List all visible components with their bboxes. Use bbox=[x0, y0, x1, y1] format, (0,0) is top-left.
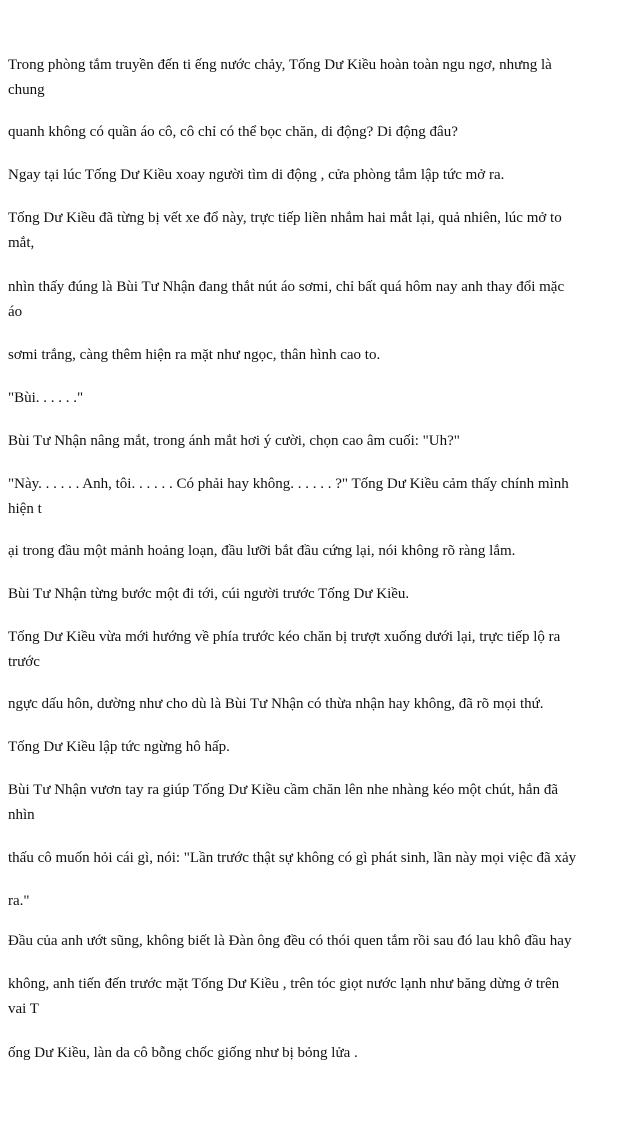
paragraph bbox=[8, 735, 634, 760]
paragraph bbox=[8, 275, 634, 325]
text-line: Trong phòng tắm truyền đến ti ếng nước chảy, Tống Dư Kiều hoàn toàn ngu ngơ, nhưng là bbox=[8, 57, 552, 73]
paragraph bbox=[8, 972, 634, 1022]
text-line: vai T bbox=[8, 1001, 39, 1017]
text-line: Đầu của anh ướt sũng, không biết là Đàn ông đều có thói quen tắm rồi sau đó lau khô đầu hay bbox=[8, 933, 572, 949]
text-line: chung bbox=[8, 82, 45, 98]
text-line: sơmi trắng, càng thêm hiện ra mặt như ngọc, thân hình cao to. bbox=[8, 347, 381, 363]
text-line: Ngay tại lúc Tống Dư Kiều xoay người tìm di động , cửa phòng tắm lập tức mở ra. bbox=[8, 167, 505, 183]
paragraph bbox=[8, 163, 634, 188]
text-line: "Bùi. . . . . ." bbox=[8, 390, 84, 406]
paragraph bbox=[8, 929, 634, 954]
paragraph bbox=[8, 386, 634, 411]
text-line: Tống Dư Kiều đã từng bị vết xe đổ này, trực tiếp liền nhắm hai mắt lại, quả nhiên, lúc mở to bbox=[8, 210, 562, 226]
paragraph bbox=[8, 889, 634, 914]
text-line: hiện t bbox=[8, 501, 42, 517]
text-line: nhìn bbox=[8, 807, 35, 823]
text-line: Bùi Tư Nhận vươn tay ra giúp Tống Dư Kiều cầm chăn lên nhe nhàng kéo một chút, hắn đã bbox=[8, 782, 558, 798]
text-line: ngực dấu hôn, dường như cho dù là Bùi Tư Nhận có thừa nhận hay không, đã rõ mọi thứ. bbox=[8, 696, 544, 712]
paragraph bbox=[8, 343, 634, 368]
text-line: trước bbox=[8, 654, 40, 670]
paragraph bbox=[8, 846, 634, 871]
text-line: ra." bbox=[8, 893, 30, 909]
text-line: quanh không có quần áo cô, cô chỉ có thể bọc chăn, di động? Di động đâu? bbox=[8, 124, 458, 140]
text-line: không, anh tiến đến trước mặt Tống Dư Kiều , trên tóc giọt nước lạnh như băng dừng ở trên bbox=[8, 976, 560, 992]
text-line: "Này. . . . . . Anh, tôi. . . . . . Có phải hay không. . . . . . ?" Tống Dư Kiều cảm thấy chính mình bbox=[8, 476, 569, 492]
text-line: Tống Dư Kiều lập tức ngừng hô hấp. bbox=[8, 739, 230, 755]
paragraph bbox=[8, 53, 634, 103]
text-line: áo bbox=[8, 304, 23, 320]
paragraph bbox=[8, 778, 634, 828]
paragraph bbox=[8, 429, 634, 454]
text-line: thấu cô muốn hỏi cái gì, nói: "Lần trước thật sự không có gì phát sinh, lần này mọi việc đã xảy bbox=[8, 850, 577, 866]
text-line: ống Dư Kiều, làn da cô bỗng chốc giống như bị bỏng lửa . bbox=[8, 1045, 358, 1061]
paragraph bbox=[8, 692, 634, 717]
paragraph bbox=[8, 1041, 634, 1066]
text-line: ại trong đầu một mảnh hoảng loạn, đầu lưỡi bắt đầu cứng lại, nói không rõ ràng lắm. bbox=[8, 543, 516, 559]
paragraph bbox=[8, 472, 634, 522]
text-line: Bùi Tư Nhận nâng mắt, trong ánh mắt hơi ý cười, chọn cao âm cuối: "Uh?" bbox=[8, 433, 460, 449]
text-line: mắt, bbox=[8, 235, 35, 251]
paragraph bbox=[8, 582, 634, 607]
paragraph bbox=[8, 206, 634, 256]
paragraph bbox=[8, 539, 634, 564]
paragraph bbox=[8, 120, 634, 145]
text-line: Bùi Tư Nhận từng bước một đi tới, cúi người trước Tống Dư Kiều. bbox=[8, 586, 410, 602]
text-line: Tống Dư Kiều vừa mới hướng về phía trước kéo chăn bị trượt xuống dưới lại, trực tiếp lộ ra bbox=[8, 629, 561, 645]
text-line: nhìn thấy đúng là Bùi Tư Nhận đang thắt nút áo sơmi, chỉ bất quá hôm nay anh thay đổi mặc bbox=[8, 279, 565, 295]
paragraph bbox=[8, 625, 634, 675]
